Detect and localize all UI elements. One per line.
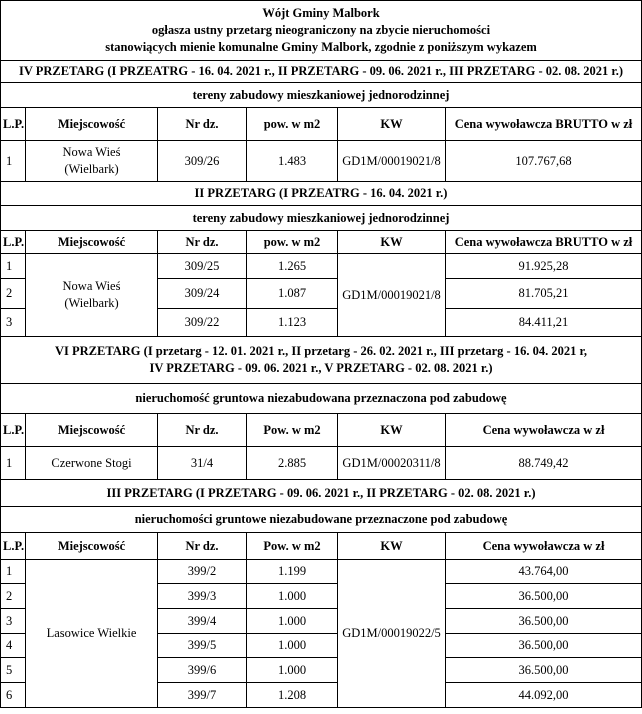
section-4-header-row — [1, 533, 642, 560]
section-1-title-row — [1, 61, 642, 83]
col-header-lp: L.P. — [1, 414, 26, 447]
col-header-cena: Cena wywoławcza w zł — [446, 533, 642, 560]
col-header-pow: pow. w m2 — [247, 231, 338, 254]
table-row — [1, 560, 642, 584]
col-header-miejscowosc: Miejscowość — [26, 231, 158, 254]
cell-lp: 3 — [1, 309, 26, 337]
cell-kw: GD1M/00019021/8 — [338, 141, 446, 182]
col-header-pow: Pow. w m2 — [247, 414, 338, 447]
cell-pow: 1.208 — [247, 683, 338, 708]
col-header-miejscowosc: Miejscowość — [26, 533, 158, 560]
col-header-lp: L.P. — [1, 533, 26, 560]
cell-pow: 1.000 — [247, 584, 338, 609]
cell-cena: 36.500,00 — [446, 609, 642, 634]
cell-cena: 81.705,21 — [446, 279, 642, 309]
section-2-title: II PRZETARG (I PRZEATRG - 16. 04. 2021 r.) — [1, 182, 642, 206]
cell-cena: 36.500,00 — [446, 634, 642, 658]
cell-nr: 309/22 — [158, 309, 247, 337]
cell-lp: 2 — [1, 279, 26, 309]
col-header-nr: Nr dz. — [158, 231, 247, 254]
cell-lp: 4 — [1, 634, 26, 658]
cell-miejscowosc — [26, 141, 158, 182]
cell-lp: 1 — [1, 560, 26, 584]
cell-pow: 2.885 — [247, 447, 338, 480]
col-header-cena: Cena wywoławcza BRUTTO w zł — [446, 108, 642, 141]
cell-cena: 88.749,42 — [446, 447, 642, 480]
col-header-kw: KW — [338, 108, 446, 141]
cell-nr: 309/26 — [158, 141, 247, 182]
section-2-subtitle-row — [1, 206, 642, 231]
cell-pow: 1.199 — [247, 560, 338, 584]
section-4-subtitle: nieruchomości gruntowe niezabudowane przeznaczone pod zabudowę — [1, 507, 642, 533]
cell-miejscowosc: Czerwone Stogi — [26, 447, 158, 480]
section-3-title — [1, 337, 642, 384]
table-row — [1, 447, 642, 480]
col-header-pow: Pow. w m2 — [247, 533, 338, 560]
cell-nr: 399/2 — [158, 560, 247, 584]
cell-lp: 3 — [1, 609, 26, 634]
col-header-kw: KW — [338, 414, 446, 447]
cell-kw: GD1M/00019022/5 — [338, 560, 446, 708]
document-header — [1, 1, 642, 61]
cell-lp: 1 — [1, 254, 26, 279]
table-row — [1, 254, 642, 279]
table-row — [1, 141, 642, 182]
cell-lp: 1 — [1, 447, 26, 480]
section-3-title-line-2: IV PRZETARG - 09. 06. 2021 r., V PRZETARG - 02. 08. 2021 r.) — [149, 361, 493, 375]
section-2-subtitle: tereny zabudowy mieszkaniowej jednorodzinnej — [1, 206, 642, 231]
cell-nr: 31/4 — [158, 447, 247, 480]
col-header-lp: L.P. — [1, 108, 26, 141]
col-header-miejscowosc: Miejscowość — [26, 414, 158, 447]
section-3-subtitle-row — [1, 384, 642, 414]
cell-lp: 1 — [1, 141, 26, 182]
cell-pow: 1.265 — [247, 254, 338, 279]
col-header-nr: Nr dz. — [158, 533, 247, 560]
section-4-title: III PRZETARG (I PRZETARG - 09. 06. 2021 r., II PRZETARG - 02. 08. 2021 r.) — [1, 480, 642, 507]
section-4-subtitle-row — [1, 507, 642, 533]
cell-cena: 36.500,00 — [446, 584, 642, 609]
cell-nr: 399/3 — [158, 584, 247, 609]
col-header-miejscowosc: Miejscowość — [26, 108, 158, 141]
section-1-header-row — [1, 108, 642, 141]
header-line-3: stanowiących mienie komunalne Gminy Malbork, zgodnie z poniższym wykazem — [105, 40, 537, 54]
cell-nr: 309/25 — [158, 254, 247, 279]
col-header-nr: Nr dz. — [158, 108, 247, 141]
cell-nr: 399/5 — [158, 634, 247, 658]
section-3-header-row — [1, 414, 642, 447]
cell-nr: 399/7 — [158, 683, 247, 708]
cell-miejscowosc: Lasowice Wielkie — [26, 560, 158, 708]
section-2-title-row — [1, 182, 642, 206]
section-1-subtitle: tereny zabudowy mieszkaniowej jednorodzinnej — [1, 83, 642, 108]
section-3-subtitle: nieruchomość gruntowa niezabudowana przeznaczona pod zabudowę — [1, 384, 642, 414]
miejscowosc-line-1: Nowa Wieś — [62, 279, 121, 293]
cell-lp: 2 — [1, 584, 26, 609]
cell-nr: 309/24 — [158, 279, 247, 309]
cell-kw: GD1M/00020311/8 — [338, 447, 446, 480]
section-3-title-row — [1, 337, 642, 384]
header-line-2: ogłasza ustny przetarg nieograniczony na zbycie nieruchomości — [151, 23, 491, 37]
col-header-pow: pow. w m2 — [247, 108, 338, 141]
cell-cena: 84.411,21 — [446, 309, 642, 337]
cell-cena: 107.767,68 — [446, 141, 642, 182]
cell-pow: 1.000 — [247, 634, 338, 658]
col-header-nr: Nr dz. — [158, 414, 247, 447]
miejscowosc-line-2: (Wielbark) — [64, 296, 119, 310]
cell-cena: 43.764,00 — [446, 560, 642, 584]
cell-kw: GD1M/00019021/8 — [338, 254, 446, 337]
cell-pow: 1.000 — [247, 609, 338, 634]
section-2-header-row — [1, 231, 642, 254]
col-header-kw: KW — [338, 231, 446, 254]
col-header-lp: L.P. — [1, 231, 26, 254]
cell-cena: 36.500,00 — [446, 658, 642, 683]
header-line-1: Wójt Gminy Malbork — [262, 6, 380, 20]
section-1-title: IV PRZETARG (I PRZEATRG - 16. 04. 2021 r., II PRZETARG - 09. 06. 2021 r., III PRZETARG - 02. 08. 2021 r.) — [1, 61, 642, 83]
cell-pow: 1.000 — [247, 658, 338, 683]
cell-pow: 1.087 — [247, 279, 338, 309]
cell-lp: 6 — [1, 683, 26, 708]
cell-nr: 399/4 — [158, 609, 247, 634]
section-1-subtitle-row — [1, 83, 642, 108]
cell-lp: 5 — [1, 658, 26, 683]
col-header-cena: Cena wywoławcza w zł — [446, 414, 642, 447]
col-header-cena: Cena wywoławcza BRUTTO w zł — [446, 231, 642, 254]
section-4-title-row — [1, 480, 642, 507]
cell-cena: 91.925,28 — [446, 254, 642, 279]
cell-cena: 44.092,00 — [446, 683, 642, 708]
col-header-kw: KW — [338, 533, 446, 560]
section-3-title-line-1: VI PRZETARG (I przetarg - 12. 01. 2021 r., II przetarg - 26. 02. 2021 r., III przetarg - 16. 04. 2021 r, — [54, 344, 587, 358]
cell-nr: 399/6 — [158, 658, 247, 683]
miejscowosc-line-2: (Wielbark) — [64, 162, 119, 176]
cell-pow: 1.123 — [247, 309, 338, 337]
cell-miejscowosc — [26, 254, 158, 337]
miejscowosc-line-1: Nowa Wieś — [62, 145, 121, 159]
cell-pow: 1.483 — [247, 141, 338, 182]
